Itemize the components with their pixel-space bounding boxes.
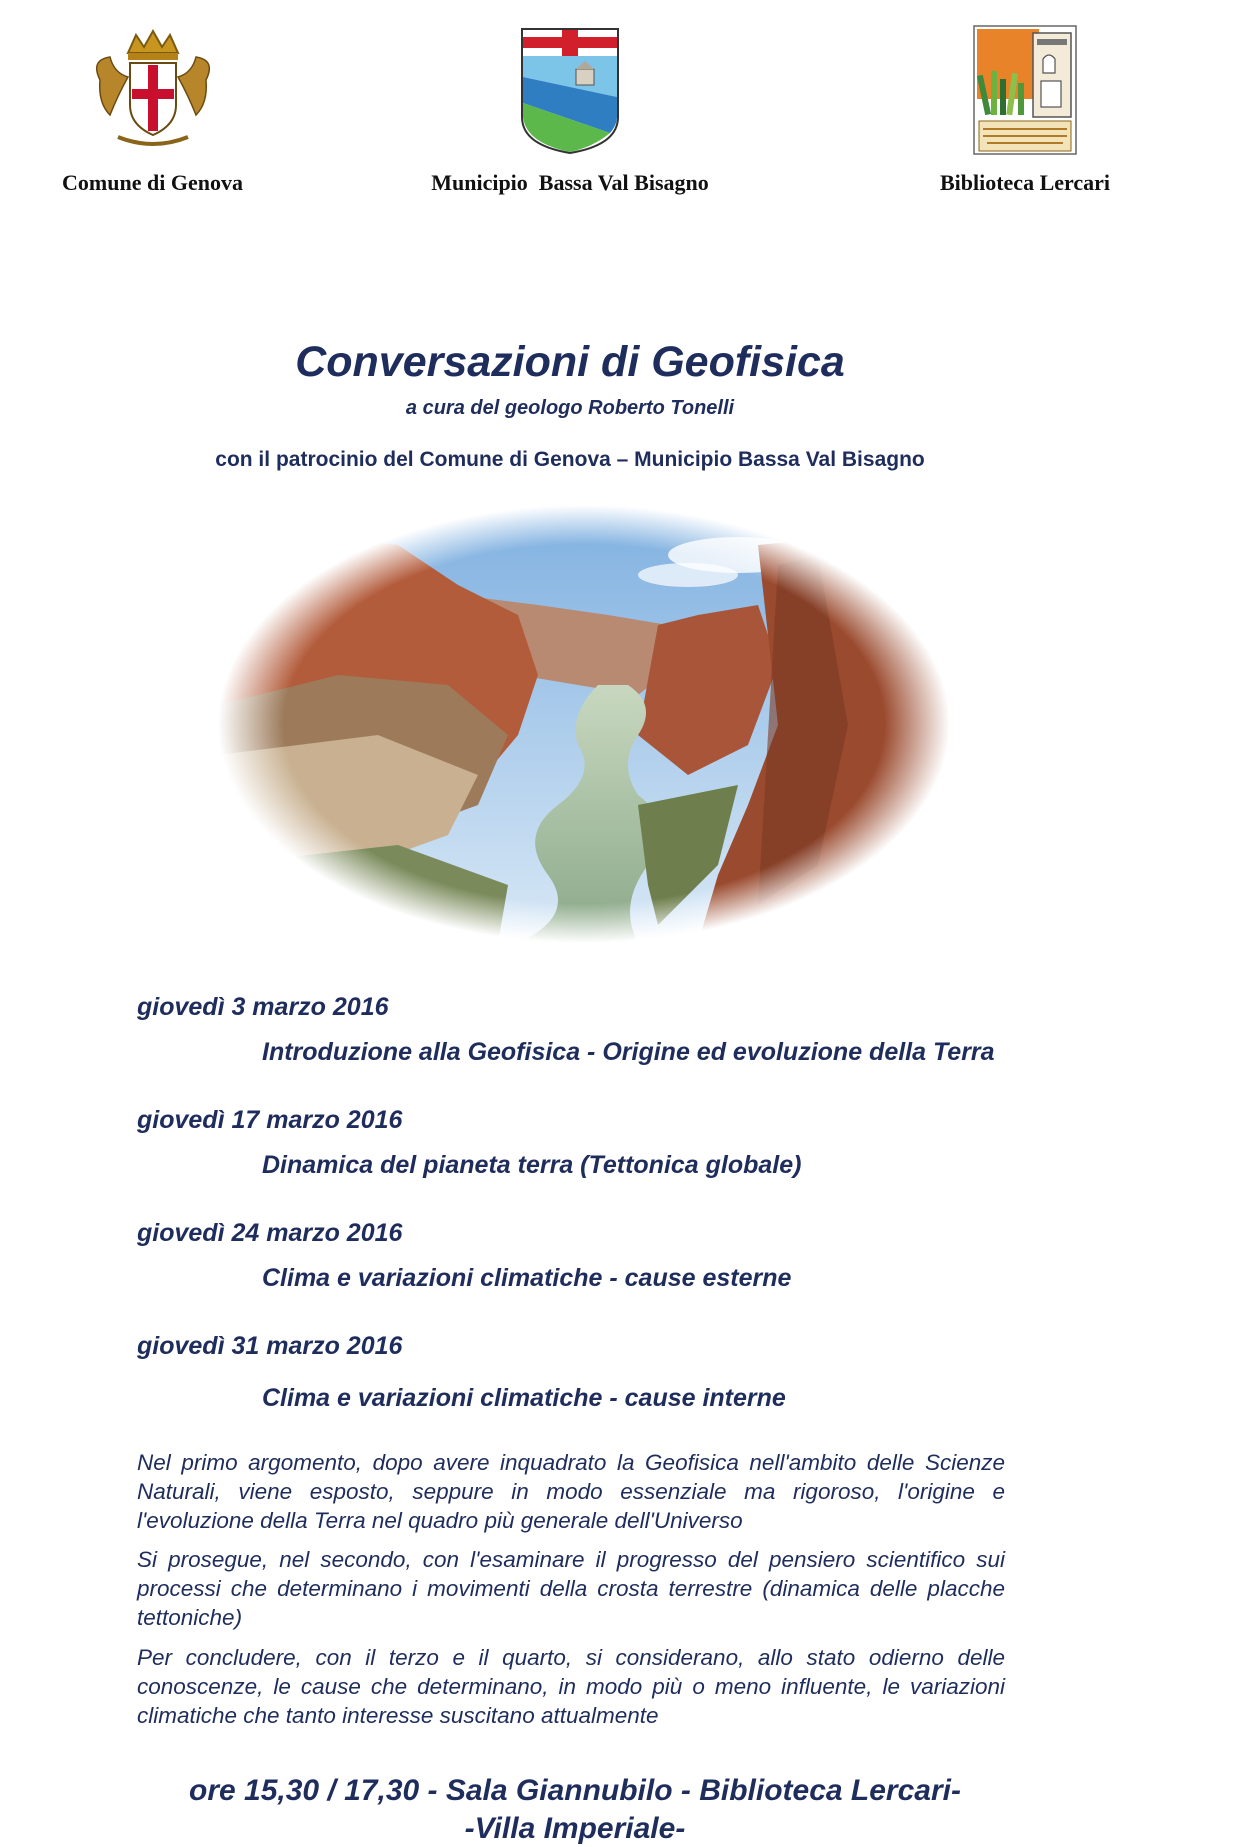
- logo-caption-municipio: Municipio Bassa Val Bisagno: [431, 170, 709, 195]
- session-date: giovedì 3 marzo 2016: [137, 993, 389, 1021]
- page-title: Conversazioni di Geofisica: [295, 338, 845, 386]
- logo-caption-lercari: Biblioteca Lercari: [939, 170, 1111, 195]
- logo-comune-genova: [30, 25, 275, 196]
- description-paragraph: Si prosegue, nel secondo, con l'esaminare il progresso del pensiero scientifico sui processi che determinano i movimenti della crosta terrestre (dinamica delle placche tettoniche): [137, 1547, 1005, 1630]
- logo-biblioteca-lercari: [905, 25, 1145, 196]
- session-topic: Introduzione alla Geofisica - Origine ed evoluzione della Terra: [262, 1038, 995, 1066]
- session-topic: Clima e variazioni climatiche - cause esterne: [262, 1264, 792, 1292]
- session-date: giovedì 24 marzo 2016: [137, 1219, 403, 1247]
- description-paragraph: Nel primo argomento, dopo avere inquadrato la Geofisica nell'ambito delle Scienze Naturali, viene esposto, seppure in modo essenziale ma rigoroso, l'origine e l'evoluzione della Terra nel quadro più generale dell'Universo: [137, 1450, 1005, 1533]
- patronage-line: con il patrocinio del Comune di Genova – Municipio Bassa Val Bisagno: [215, 448, 925, 471]
- session-topic: Dinamica del pianeta terra (Tettonica globale): [262, 1151, 802, 1179]
- genova-coat-of-arms-icon: [88, 25, 218, 155]
- bisagno-shield-icon: [518, 25, 622, 155]
- footer-time-location: ore 15,30 / 17,30 - Sala Giannubilo - Biblioteca Lercari-: [189, 1774, 961, 1807]
- session-date: giovedì 17 marzo 2016: [137, 1106, 403, 1134]
- page-subtitle: a cura del geologo Roberto Tonelli: [405, 397, 735, 419]
- logo-caption-genova: Comune di Genova: [62, 170, 243, 195]
- logo-municipio-bisagno: [405, 25, 735, 196]
- footer-venue: -Villa Imperiale-: [464, 1812, 686, 1845]
- canyon-photo: [218, 505, 950, 943]
- session-date: giovedì 31 marzo 2016: [137, 1332, 403, 1360]
- lercari-library-logo: [973, 25, 1077, 155]
- session-topic: Clima e variazioni climatiche - cause interne: [262, 1384, 786, 1412]
- description-paragraph: Per concludere, con il terzo e il quarto, si considerano, allo stato odierno delle conoscenze, le cause che determinano, in modo più o meno influente, le variazioni climatiche che tanto interesse suscitano attualmente: [137, 1645, 1005, 1728]
